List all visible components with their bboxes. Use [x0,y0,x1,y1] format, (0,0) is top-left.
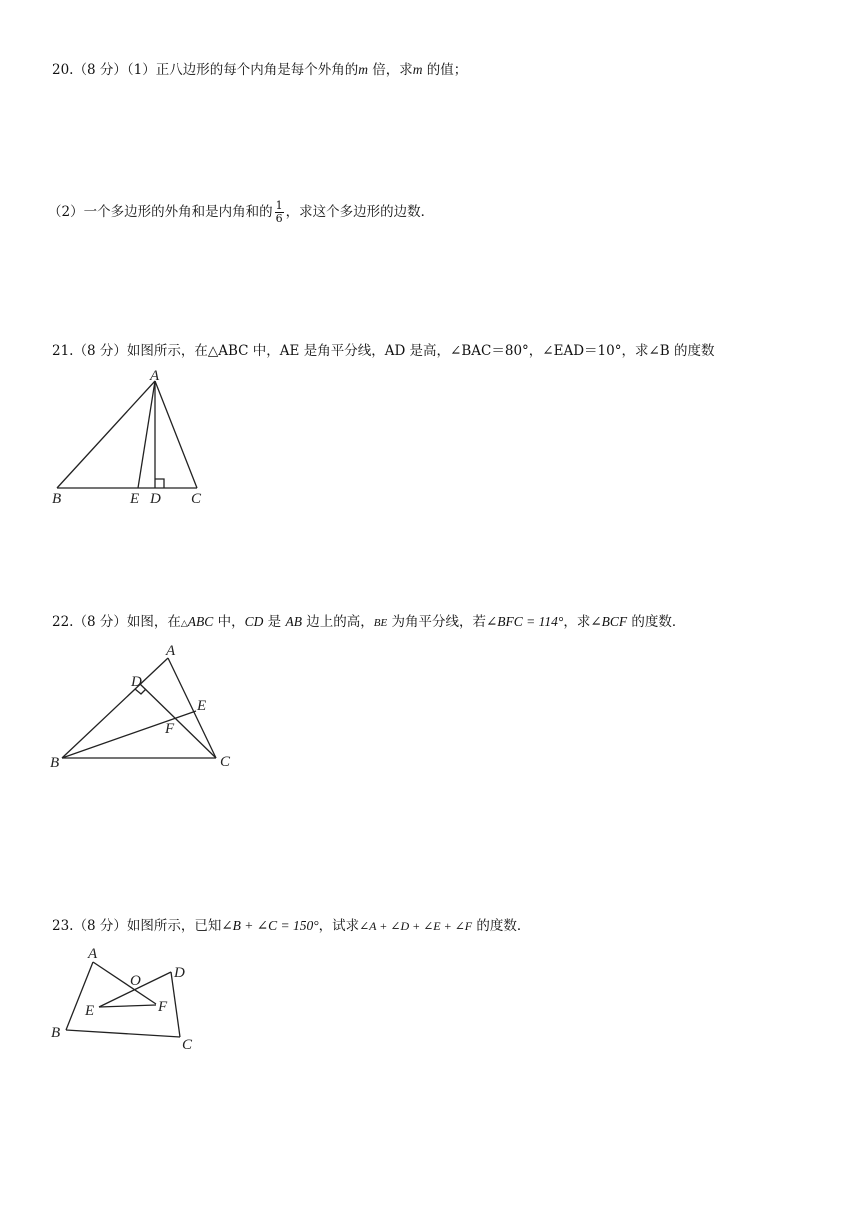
question-score: （8 分） [73,62,127,78]
question-number: 22. [52,614,74,630]
question-text: 中， [213,614,245,630]
math-be: BE [373,617,388,629]
segment-ef [99,1005,156,1007]
label-b: B [51,1025,61,1041]
label-c: C [191,491,202,507]
question-text: 一个多边形的外角和是内角和的 [83,204,273,220]
question-text: 倍，求 [367,62,413,78]
label-a: A [166,643,176,659]
label-c: C [182,1037,193,1053]
question-text: 如图所示，已知 [126,918,222,934]
fraction-denominator: 6 [275,212,283,225]
math-angle-bfc: ∠BFC = 114° [486,614,564,629]
fraction-numerator: 1 [275,199,283,212]
variable-m: m [358,62,368,77]
question-score: （8 分） [73,614,127,630]
question-text: 的度数． [472,918,531,934]
part-label: （2） [48,204,84,220]
math-asked-angles: ∠A + ∠D + ∠E + ∠F [359,919,473,933]
label-o: O [130,973,141,989]
question-text: ，求这个多边形的边数． [285,204,435,220]
question-text: 如图，在 [126,614,181,630]
math-angle-bcf: ∠BCF [590,614,628,629]
question-text: 为角平分线，若 [387,614,486,630]
question-text: 的度数． [627,614,686,630]
segment-ab [66,962,93,1030]
math-cd: CD [244,614,264,629]
question-score: （8 分） [73,918,127,934]
label-b: B [52,491,62,507]
variable-m: m [412,62,423,77]
label-a: A [150,368,160,384]
question-score: （8 分） [73,343,127,359]
question-number: 21. [52,343,74,359]
math-abc: ABC [187,614,214,629]
label-c: C [220,754,231,770]
label-d: D [150,491,161,507]
question-text: 边上的高， [301,614,374,630]
label-f: F [158,999,168,1015]
question-text: ，求 [563,614,591,630]
label-d: D [131,674,142,690]
question-number: 23. [52,918,74,934]
question-text: 如图所示，在△ABC 中，AE 是角平分线，AD 是高，∠BAC＝80°，∠EAD＝10°，求∠B 的度数 [126,343,715,359]
question-text: 的值； [422,62,468,78]
math-given-angles: ∠B + ∠C = 150° [221,918,319,933]
math-ab: AB [285,614,302,629]
label-d: D [174,965,185,981]
label-b: B [50,755,60,771]
triangle-symbol: △ [180,619,188,629]
segment-cd [171,972,180,1037]
label-e: E [130,491,140,507]
label-a: A [88,946,98,962]
segment-af [93,962,156,1004]
segment-bc [66,1030,180,1037]
label-f: F [165,721,175,737]
question-text: 是 [263,614,286,630]
label-e: E [197,698,207,714]
question-text: 正八边形的每个内角是每个外角的 [155,62,359,78]
question-text: ，试求 [318,918,360,934]
question-number: 20. [52,62,74,78]
label-e: E [85,1003,95,1019]
part-label: （1） [126,62,156,78]
